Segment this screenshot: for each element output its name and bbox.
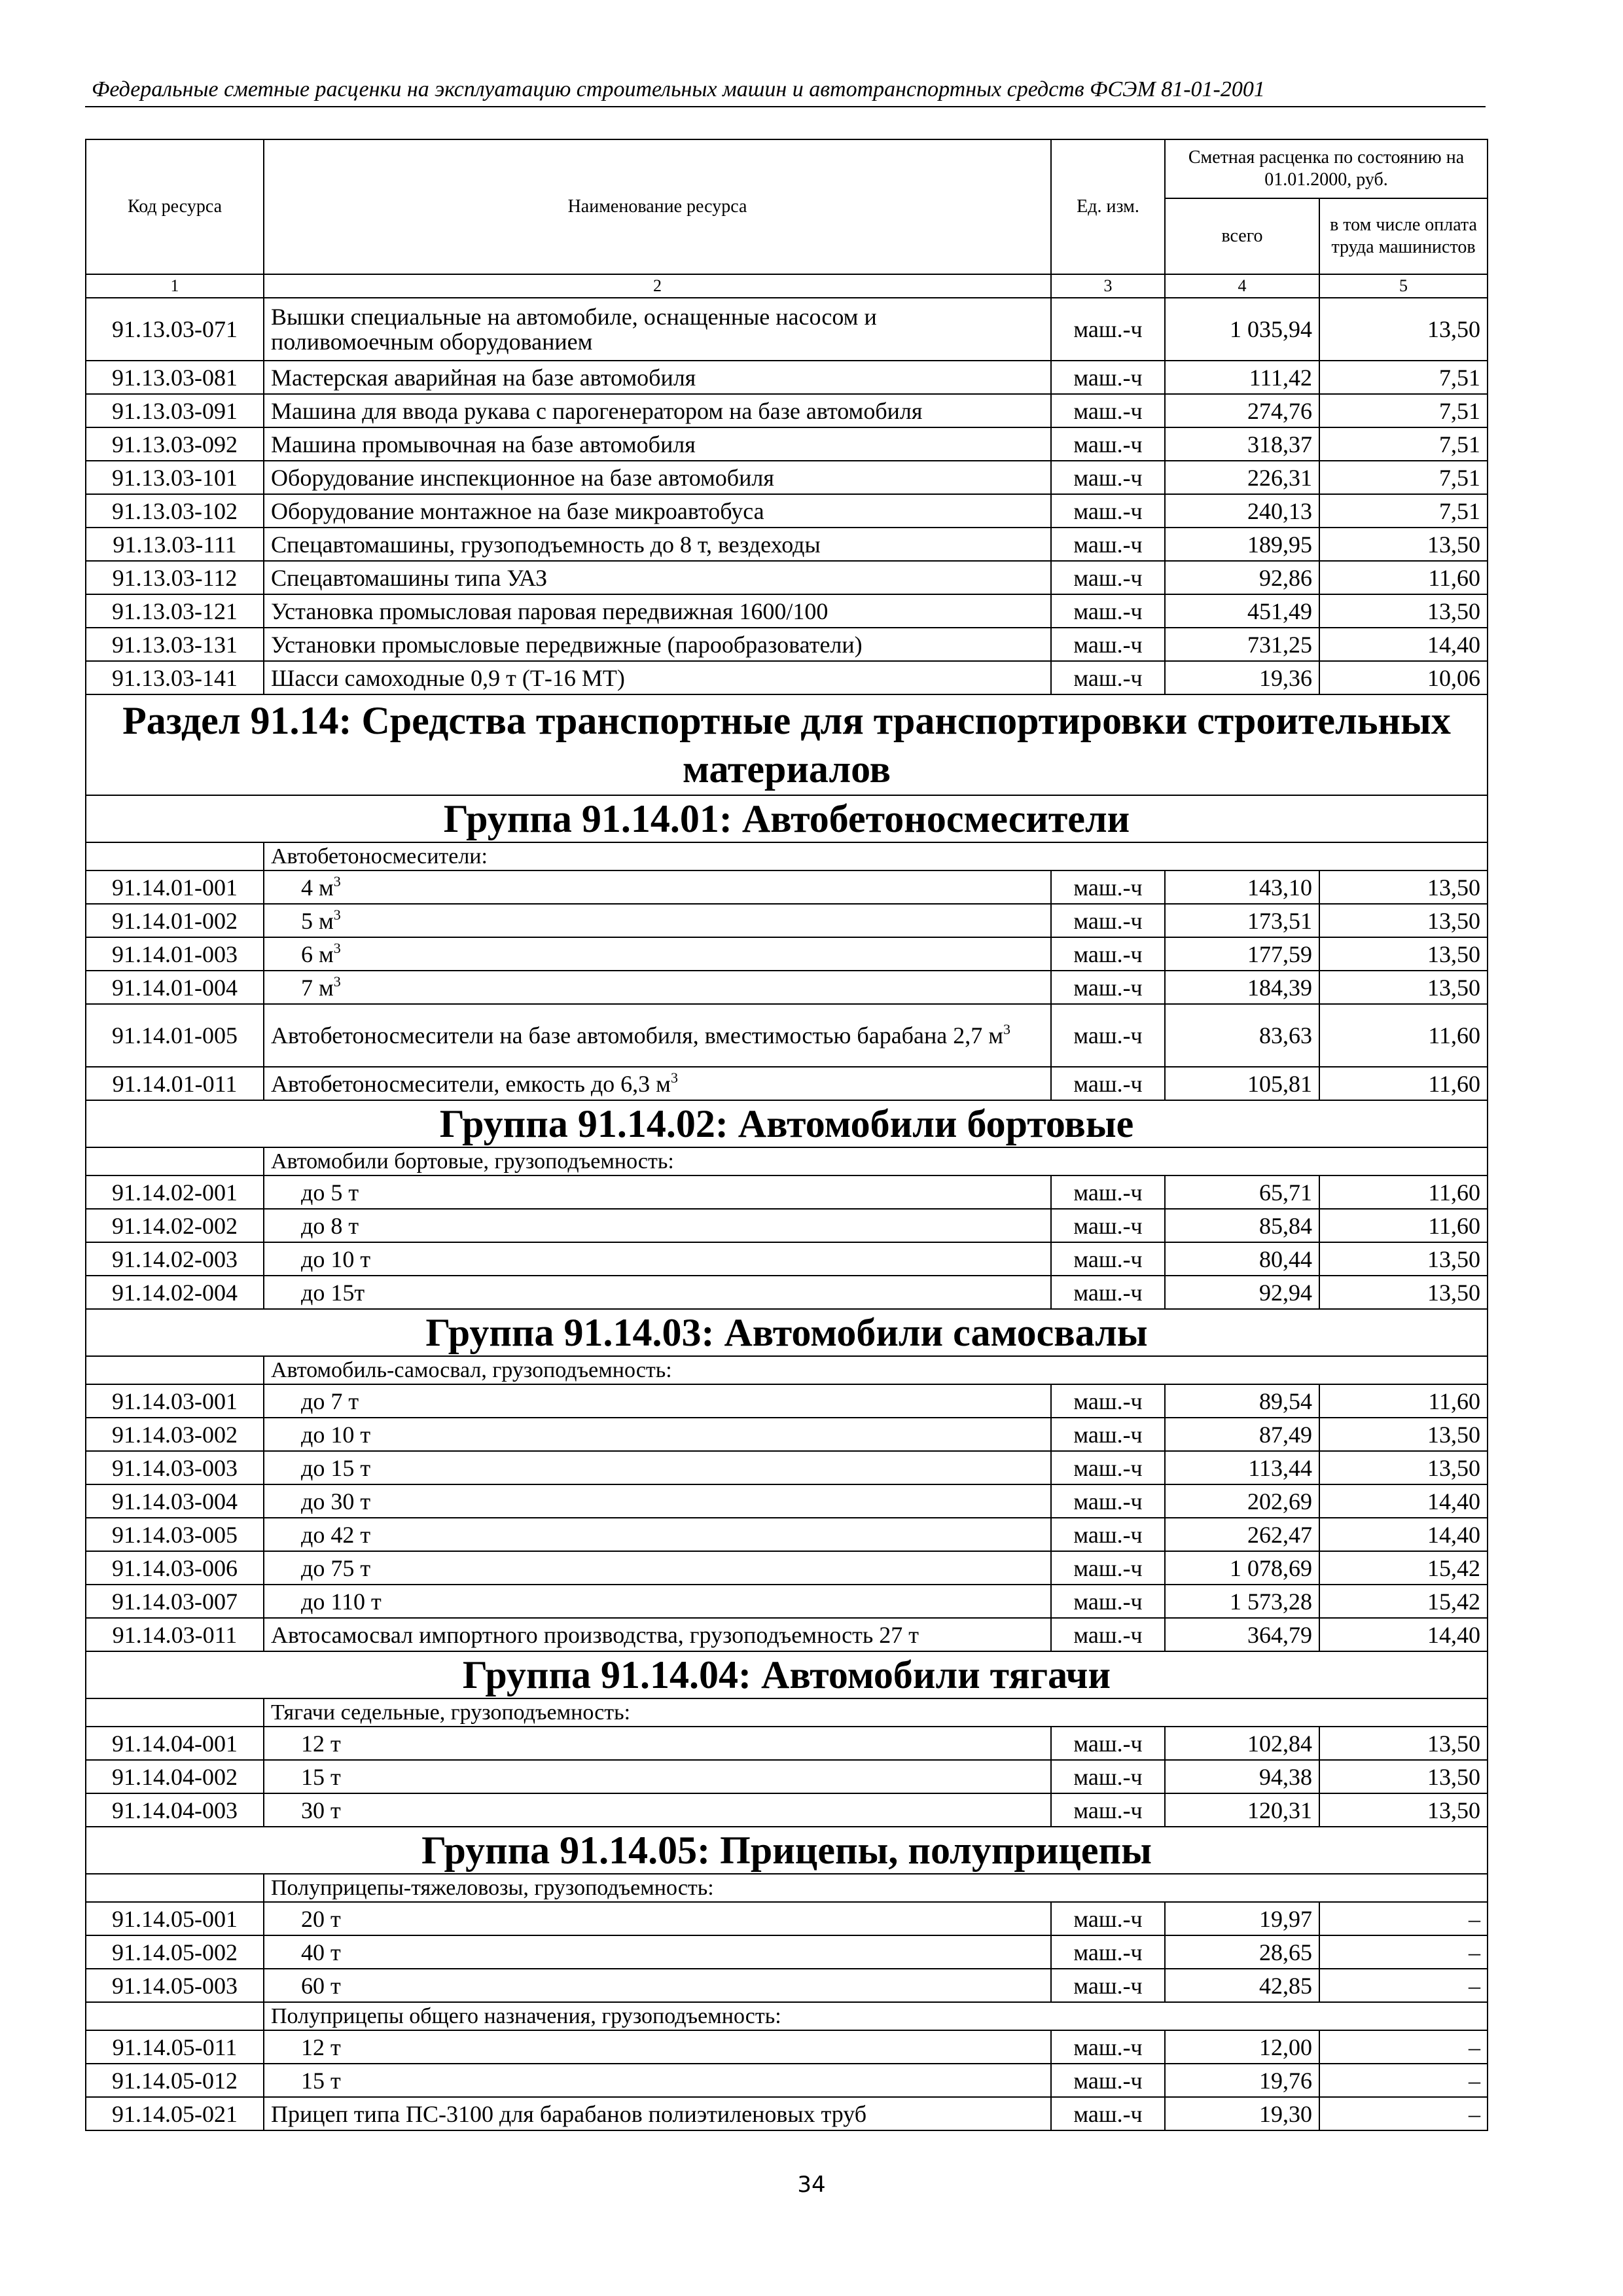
table-row [86, 561, 1488, 594]
col-number: 5 [1319, 274, 1488, 298]
price-labor: 13,50 [1319, 1793, 1488, 1827]
resource-code: 91.14.05-011 [86, 2030, 264, 2064]
resource-code: 91.14.03-011 [86, 1618, 264, 1651]
table-row [86, 594, 1488, 628]
table-row [86, 937, 1488, 971]
resource-name: до 10 т [264, 1242, 1051, 1276]
resource-table [85, 139, 1488, 2131]
resource-unit: маш.-ч [1051, 971, 1165, 1004]
price-total: 274,76 [1165, 394, 1319, 427]
empty-cell [86, 2002, 264, 2030]
price-labor: 13,50 [1319, 1418, 1488, 1451]
table-row [86, 2030, 1488, 2064]
table-row [86, 528, 1488, 561]
subgroup-row [86, 842, 1488, 870]
resource-name: Автосамосвал импортного производства, грузоподъемность 27 т [264, 1618, 1051, 1651]
resource-unit: маш.-ч [1051, 1004, 1165, 1067]
price-labor: – [1319, 1902, 1488, 1935]
resource-code: 91.14.02-003 [86, 1242, 264, 1276]
resource-code: 91.14.01-003 [86, 937, 264, 971]
resource-unit: маш.-ч [1051, 298, 1165, 361]
col-number: 4 [1165, 274, 1319, 298]
price-total: 42,85 [1165, 1969, 1319, 2002]
price-labor: 13,50 [1319, 528, 1488, 561]
resource-name [264, 1004, 1051, 1067]
resource-unit: маш.-ч [1051, 1484, 1165, 1518]
subgroup-title: Автобетоносмесители: [264, 842, 1488, 870]
table-row [86, 1276, 1488, 1309]
price-labor: 13,50 [1319, 971, 1488, 1004]
resource-name: до 7 т [264, 1384, 1051, 1418]
price-total: 262,47 [1165, 1518, 1319, 1551]
price-labor: 7,51 [1319, 394, 1488, 427]
resource-code: 91.14.01-005 [86, 1004, 264, 1067]
resource-name: до 15т [264, 1276, 1051, 1309]
page-number: 34 [797, 2172, 826, 2198]
resource-name: Машина промывочная на базе автомобиля [264, 427, 1051, 461]
resource-unit: маш.-ч [1051, 2064, 1165, 2097]
subgroup-title: Автомобиль-самосвал, грузоподъемность: [264, 1356, 1488, 1384]
col-labor-header: в том числе оплата труда машинистов [1319, 198, 1488, 274]
resource-name: Оборудование инспекционное на базе автомобиля [264, 461, 1051, 494]
empty-cell [86, 1147, 264, 1175]
price-total: 318,37 [1165, 427, 1319, 461]
price-labor: – [1319, 1935, 1488, 1969]
resource-name: 15 т [264, 2064, 1051, 2097]
resource-name: Прицеп типа ПС-3100 для барабанов полиэтиленовых труб [264, 2097, 1051, 2130]
empty-cell [86, 1698, 264, 1727]
price-labor: 11,60 [1319, 1004, 1488, 1067]
superscript: 3 [333, 939, 341, 956]
price-labor: 13,50 [1319, 904, 1488, 937]
resource-name [264, 971, 1051, 1004]
table-row [86, 1067, 1488, 1100]
price-labor: 7,51 [1319, 494, 1488, 528]
price-total: 364,79 [1165, 1618, 1319, 1651]
resource-unit: маш.-ч [1051, 1935, 1165, 1969]
resource-name: Шасси самоходные 0,9 т (Т-16 МТ) [264, 661, 1051, 694]
subgroup-row [86, 1147, 1488, 1175]
resource-name: 12 т [264, 2030, 1051, 2064]
price-total: 65,71 [1165, 1175, 1319, 1209]
resource-unit: маш.-ч [1051, 1969, 1165, 2002]
resource-name: Оборудование монтажное на базе микроавтобуса [264, 494, 1051, 528]
price-labor: 14,40 [1319, 1618, 1488, 1651]
price-total: 120,31 [1165, 1793, 1319, 1827]
resource-name: 60 т [264, 1969, 1051, 2002]
resource-name [264, 1067, 1051, 1100]
resource-code: 91.14.03-005 [86, 1518, 264, 1551]
resource-name: Машина для ввода рукава с парогенератором на базе автомобиля [264, 394, 1051, 427]
resource-code: 91.14.04-001 [86, 1727, 264, 1760]
superscript: 3 [333, 973, 341, 990]
price-total: 12,00 [1165, 2030, 1319, 2064]
table-row [86, 1727, 1488, 1760]
price-total: 731,25 [1165, 628, 1319, 661]
subgroup-row [86, 1874, 1488, 1902]
price-total: 173,51 [1165, 904, 1319, 937]
price-total: 28,65 [1165, 1935, 1319, 1969]
price-total: 89,54 [1165, 1384, 1319, 1418]
resource-unit: маш.-ч [1051, 2030, 1165, 2064]
resource-unit: маш.-ч [1051, 1209, 1165, 1242]
resource-code: 91.14.01-004 [86, 971, 264, 1004]
price-labor: 10,06 [1319, 661, 1488, 694]
subgroup-title: Полуприцепы-тяжеловозы, грузоподъемность: [264, 1874, 1488, 1902]
table-row [86, 1793, 1488, 1827]
price-total: 202,69 [1165, 1484, 1319, 1518]
resource-code: 91.14.03-007 [86, 1585, 264, 1618]
resource-code: 91.14.01-001 [86, 870, 264, 904]
col-total-header: всего [1165, 198, 1319, 274]
col-name-header: Наименование ресурса [264, 139, 1051, 274]
price-total: 143,10 [1165, 870, 1319, 904]
table-head-row [86, 139, 1488, 198]
resource-unit: маш.-ч [1051, 1618, 1165, 1651]
resource-name: до 8 т [264, 1209, 1051, 1242]
resource-code: 91.13.03-092 [86, 427, 264, 461]
resource-name [264, 870, 1051, 904]
price-labor: – [1319, 2064, 1488, 2097]
subgroup-row [86, 2002, 1488, 2030]
section-row [86, 694, 1488, 795]
resource-name: до 42 т [264, 1518, 1051, 1551]
price-labor: 7,51 [1319, 361, 1488, 394]
resource-name: 15 т [264, 1760, 1051, 1793]
price-labor: 15,42 [1319, 1585, 1488, 1618]
table-row [86, 1242, 1488, 1276]
resource-unit: маш.-ч [1051, 361, 1165, 394]
table-row [86, 361, 1488, 394]
table-row [86, 1969, 1488, 2002]
resource-code: 91.13.03-131 [86, 628, 264, 661]
col-number: 2 [264, 274, 1051, 298]
resource-unit: маш.-ч [1051, 1793, 1165, 1827]
table-row [86, 1618, 1488, 1651]
table-row [86, 661, 1488, 694]
resource-code: 91.13.03-111 [86, 528, 264, 561]
resource-unit: маш.-ч [1051, 1242, 1165, 1276]
resource-code: 91.14.04-003 [86, 1793, 264, 1827]
price-total: 92,86 [1165, 561, 1319, 594]
table-row [86, 298, 1488, 361]
resource-unit: маш.-ч [1051, 870, 1165, 904]
group-row [86, 1651, 1488, 1698]
resource-name-text: Автобетоносмесители, емкость до 6,3 м [271, 1070, 671, 1097]
table-row [86, 1760, 1488, 1793]
resource-name: до 10 т [264, 1418, 1051, 1451]
price-total: 1 573,28 [1165, 1585, 1319, 1618]
resource-name: 40 т [264, 1935, 1051, 1969]
price-total: 83,63 [1165, 1004, 1319, 1067]
price-total: 240,13 [1165, 494, 1319, 528]
resource-name: Установка промысловая паровая передвижная 1600/100 [264, 594, 1051, 628]
price-labor: 13,50 [1319, 937, 1488, 971]
resource-name: до 5 т [264, 1175, 1051, 1209]
table-row [86, 2064, 1488, 2097]
price-labor: 13,50 [1319, 1760, 1488, 1793]
price-total: 111,42 [1165, 361, 1319, 394]
resource-unit: маш.-ч [1051, 1727, 1165, 1760]
table-row [86, 1004, 1488, 1067]
resource-name-text: Автобетоносмесители на базе автомобиля, вместимостью барабана 2,7 м [271, 1022, 1004, 1049]
price-total: 105,81 [1165, 1067, 1319, 1100]
group-row [86, 1309, 1488, 1356]
resource-unit: маш.-ч [1051, 494, 1165, 528]
resource-name: до 75 т [264, 1551, 1051, 1585]
price-labor: 11,60 [1319, 1384, 1488, 1418]
resource-unit: маш.-ч [1051, 1451, 1165, 1484]
col-unit-header: Ед. изм. [1051, 139, 1165, 274]
col-code-header: Код ресурса [86, 139, 264, 274]
resource-code: 91.14.02-001 [86, 1175, 264, 1209]
resource-name [264, 904, 1051, 937]
group-row [86, 795, 1488, 842]
price-labor: 11,60 [1319, 1175, 1488, 1209]
table-row [86, 1902, 1488, 1935]
subgroup-title: Полуприцепы общего назначения, грузоподъемность: [264, 2002, 1488, 2030]
col-number: 1 [86, 274, 264, 298]
resource-unit: маш.-ч [1051, 427, 1165, 461]
price-total: 1 035,94 [1165, 298, 1319, 361]
price-labor: 13,50 [1319, 1727, 1488, 1760]
group-title: Группа 91.14.05: Прицепы, полуприцепы [86, 1827, 1488, 1874]
resource-code: 91.14.03-006 [86, 1551, 264, 1585]
price-total: 113,44 [1165, 1451, 1319, 1484]
group-title: Группа 91.14.01: Автобетоносмесители [86, 795, 1488, 842]
resource-unit: маш.-ч [1051, 1175, 1165, 1209]
resource-unit: маш.-ч [1051, 661, 1165, 694]
table-row [86, 1585, 1488, 1618]
resource-code: 91.13.03-101 [86, 461, 264, 494]
resource-unit: маш.-ч [1051, 1760, 1165, 1793]
superscript: 3 [333, 872, 341, 889]
resource-code: 91.13.03-141 [86, 661, 264, 694]
price-total: 1 078,69 [1165, 1551, 1319, 1585]
resource-unit: маш.-ч [1051, 628, 1165, 661]
resource-unit: маш.-ч [1051, 394, 1165, 427]
table-row [86, 1935, 1488, 1969]
resource-unit: маш.-ч [1051, 594, 1165, 628]
price-labor: 11,60 [1319, 1209, 1488, 1242]
price-total: 177,59 [1165, 937, 1319, 971]
price-labor: – [1319, 2030, 1488, 2064]
resource-name-text: 4 м [301, 874, 334, 901]
resource-code: 91.14.01-002 [86, 904, 264, 937]
price-total: 80,44 [1165, 1242, 1319, 1276]
price-labor: – [1319, 1969, 1488, 2002]
resource-code: 91.13.03-081 [86, 361, 264, 394]
price-labor: 14,40 [1319, 1484, 1488, 1518]
resource-code: 91.14.03-004 [86, 1484, 264, 1518]
resource-name-text: 7 м [301, 974, 334, 1001]
resource-code: 91.14.01-011 [86, 1067, 264, 1100]
price-labor: 13,50 [1319, 870, 1488, 904]
price-labor: 13,50 [1319, 1451, 1488, 1484]
resource-code: 91.14.02-004 [86, 1276, 264, 1309]
table-row [86, 1551, 1488, 1585]
resource-code: 91.14.05-001 [86, 1902, 264, 1935]
price-total: 19,36 [1165, 661, 1319, 694]
resource-unit: маш.-ч [1051, 528, 1165, 561]
price-labor: 13,50 [1319, 1242, 1488, 1276]
section-title: Раздел 91.14: Средства транспортные для транспортировки строительных материалов [86, 694, 1488, 795]
running-header: Федеральные сметные расценки на эксплуатацию строительных машин и автотранспортных средств ФСЭМ 81-01-2001 [92, 77, 1265, 101]
superscript: 3 [670, 1069, 678, 1086]
resource-code: 91.13.03-102 [86, 494, 264, 528]
price-total: 189,95 [1165, 528, 1319, 561]
group-row [86, 1827, 1488, 1874]
resource-unit: маш.-ч [1051, 1418, 1165, 1451]
resource-code: 91.14.05-003 [86, 1969, 264, 2002]
price-labor: 11,60 [1319, 561, 1488, 594]
price-total: 85,84 [1165, 1209, 1319, 1242]
table-row [86, 628, 1488, 661]
price-labor: 7,51 [1319, 427, 1488, 461]
price-total: 102,84 [1165, 1727, 1319, 1760]
price-total: 19,97 [1165, 1902, 1319, 1935]
price-total: 19,30 [1165, 2097, 1319, 2130]
resource-name-text: 6 м [301, 941, 334, 967]
resource-code: 91.14.02-002 [86, 1209, 264, 1242]
resource-name: до 30 т [264, 1484, 1051, 1518]
empty-cell [86, 1356, 264, 1384]
table-row [86, 1418, 1488, 1451]
price-total: 184,39 [1165, 971, 1319, 1004]
table-row [86, 2097, 1488, 2130]
price-labor: 11,60 [1319, 1067, 1488, 1100]
resource-code: 91.14.04-002 [86, 1760, 264, 1793]
table-row [86, 1484, 1488, 1518]
resource-unit: маш.-ч [1051, 1067, 1165, 1100]
resource-unit: маш.-ч [1051, 1551, 1165, 1585]
table-row [86, 1175, 1488, 1209]
table-row [86, 1384, 1488, 1418]
group-title: Группа 91.14.03: Автомобили самосвалы [86, 1309, 1488, 1356]
table-row [86, 1209, 1488, 1242]
group-row [86, 1100, 1488, 1147]
resource-code: 91.14.03-003 [86, 1451, 264, 1484]
table-row [86, 394, 1488, 427]
resource-unit: маш.-ч [1051, 461, 1165, 494]
col-price-header: Сметная расценка по состоянию на 01.01.2000, руб. [1165, 139, 1488, 198]
table-row [86, 494, 1488, 528]
price-labor: 14,40 [1319, 1518, 1488, 1551]
resource-code: 91.13.03-112 [86, 561, 264, 594]
empty-cell [86, 842, 264, 870]
subgroup-row [86, 1356, 1488, 1384]
resource-unit: маш.-ч [1051, 937, 1165, 971]
resource-unit: маш.-ч [1051, 1902, 1165, 1935]
table-row [86, 427, 1488, 461]
subgroup-title: Тягачи седельные, грузоподъемность: [264, 1698, 1488, 1727]
price-labor: 13,50 [1319, 594, 1488, 628]
resource-code: 91.14.03-002 [86, 1418, 264, 1451]
resource-name: 20 т [264, 1902, 1051, 1935]
table-row [86, 461, 1488, 494]
price-total: 226,31 [1165, 461, 1319, 494]
resource-unit: маш.-ч [1051, 561, 1165, 594]
table-row [86, 971, 1488, 1004]
price-total: 92,94 [1165, 1276, 1319, 1309]
resource-name: Мастерская аварийная на базе автомобиля [264, 361, 1051, 394]
header-rule [85, 106, 1486, 107]
empty-cell [86, 1874, 264, 1902]
group-title: Группа 91.14.02: Автомобили бортовые [86, 1100, 1488, 1147]
resource-name-text: 5 м [301, 907, 334, 934]
resource-name: 12 т [264, 1727, 1051, 1760]
superscript: 3 [333, 906, 341, 923]
superscript: 3 [1003, 1021, 1011, 1037]
resource-name: Спецавтомашины, грузоподъемность до 8 т, вездеходы [264, 528, 1051, 561]
resource-unit: маш.-ч [1051, 2097, 1165, 2130]
resource-code: 91.14.05-021 [86, 2097, 264, 2130]
resource-code: 91.14.03-001 [86, 1384, 264, 1418]
price-total: 87,49 [1165, 1418, 1319, 1451]
price-total: 19,76 [1165, 2064, 1319, 2097]
price-labor: – [1319, 2097, 1488, 2130]
resource-unit: маш.-ч [1051, 1585, 1165, 1618]
col-number: 3 [1051, 274, 1165, 298]
price-total: 451,49 [1165, 594, 1319, 628]
price-labor: 13,50 [1319, 1276, 1488, 1309]
price-labor: 7,51 [1319, 461, 1488, 494]
table-row [86, 904, 1488, 937]
subgroup-title: Автомобили бортовые, грузоподъемность: [264, 1147, 1488, 1175]
resource-name [264, 937, 1051, 971]
table-row [86, 870, 1488, 904]
subgroup-row [86, 1698, 1488, 1727]
resource-unit: маш.-ч [1051, 904, 1165, 937]
column-number-row [86, 274, 1488, 298]
resource-name: Установки промысловые передвижные (парообразователи) [264, 628, 1051, 661]
resource-unit: маш.-ч [1051, 1276, 1165, 1309]
table-row [86, 1451, 1488, 1484]
resource-name: до 15 т [264, 1451, 1051, 1484]
resource-code: 91.14.05-002 [86, 1935, 264, 1969]
resource-name: до 110 т [264, 1585, 1051, 1618]
resource-unit: маш.-ч [1051, 1384, 1165, 1418]
resource-code: 91.13.03-121 [86, 594, 264, 628]
resource-unit: маш.-ч [1051, 1518, 1165, 1551]
resource-code: 91.13.03-091 [86, 394, 264, 427]
price-labor: 15,42 [1319, 1551, 1488, 1585]
resource-name: Вышки специальные на автомобиле, оснащенные насосом и поливомоечным оборудованием [264, 298, 1051, 361]
resource-name: Спецавтомашины типа УАЗ [264, 561, 1051, 594]
resource-code: 91.14.05-012 [86, 2064, 264, 2097]
table-row [86, 1518, 1488, 1551]
resource-name: 30 т [264, 1793, 1051, 1827]
resource-code: 91.13.03-071 [86, 298, 264, 361]
price-labor: 13,50 [1319, 298, 1488, 361]
group-title: Группа 91.14.04: Автомобили тягачи [86, 1651, 1488, 1698]
price-labor: 14,40 [1319, 628, 1488, 661]
price-total: 94,38 [1165, 1760, 1319, 1793]
